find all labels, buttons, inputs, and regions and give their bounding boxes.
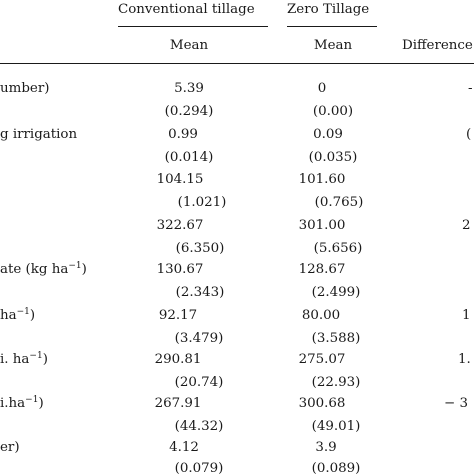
conventional-mean: 267.91 bbox=[154, 396, 202, 411]
conventional-mean: 322.67 bbox=[156, 218, 204, 233]
zero-mean: 3.9 bbox=[315, 440, 337, 455]
column-header-mean-conventional: Mean bbox=[169, 38, 209, 53]
row-label: ate (kg $ha^{-1}$) bbox=[0, 261, 87, 277]
row-label: i. $ha^{-1}$) bbox=[0, 351, 48, 367]
conventional-se: (0.014) bbox=[164, 150, 214, 165]
zero-se: (0.089) bbox=[311, 461, 361, 476]
column-header-difference: Difference bbox=[402, 38, 473, 53]
zero-se: (0.00) bbox=[312, 104, 354, 119]
difference-value: 2 bbox=[462, 218, 471, 233]
header-zero-tillage: Zero Tillage bbox=[287, 2, 370, 17]
conventional-mean: 5.39 bbox=[174, 81, 204, 96]
conventional-mean: 0.99 bbox=[168, 127, 198, 142]
conventional-mean: 4.12 bbox=[169, 440, 199, 455]
zero-se: (22.93) bbox=[311, 375, 361, 390]
difference-value: 1. bbox=[458, 352, 471, 367]
header-rule-zero bbox=[287, 26, 377, 27]
zero-mean: 275.07 bbox=[298, 352, 346, 367]
zero-se: (5.656) bbox=[313, 241, 363, 256]
column-header-mean-zero: Mean bbox=[313, 38, 353, 53]
row-label: g irrigation bbox=[0, 127, 78, 142]
conventional-se: (3.479) bbox=[174, 331, 224, 346]
zero-mean: 0 bbox=[317, 81, 327, 96]
conventional-se: (0.079) bbox=[174, 461, 224, 476]
zero-se: (49.01) bbox=[311, 419, 361, 434]
conventional-se: (1.021) bbox=[177, 195, 227, 210]
difference-value: 1 bbox=[462, 308, 471, 323]
zero-se: (2.499) bbox=[311, 285, 361, 300]
zero-mean: 80.00 bbox=[301, 308, 341, 323]
conventional-mean: 104.15 bbox=[156, 172, 204, 187]
difference-value: - bbox=[468, 81, 473, 96]
row-label: $ha^{-1}$) bbox=[0, 307, 36, 323]
header-conventional-tillage: Conventional tillage bbox=[118, 2, 255, 17]
header-rule-conventional bbox=[118, 26, 268, 27]
zero-mean: 128.67 bbox=[298, 262, 346, 277]
conventional-se: (6.350) bbox=[175, 241, 225, 256]
conventional-mean: 92.17 bbox=[158, 308, 198, 323]
zero-mean: 301.00 bbox=[298, 218, 346, 233]
conventional-se: (2.343) bbox=[175, 285, 225, 300]
conventional-se: (0.294) bbox=[164, 104, 214, 119]
difference-value: − 3 bbox=[444, 396, 468, 411]
zero-se: (0.765) bbox=[314, 195, 364, 210]
header-bottom-rule bbox=[0, 63, 474, 64]
row-label: $i.ha^{-1}$) bbox=[0, 395, 44, 411]
zero-se: (3.588) bbox=[311, 331, 361, 346]
conventional-se: (20.74) bbox=[174, 375, 224, 390]
row-label: er) bbox=[0, 440, 20, 455]
zero-mean: 300.68 bbox=[298, 396, 346, 411]
zero-mean: 0.09 bbox=[313, 127, 343, 142]
conventional-se: (44.32) bbox=[174, 419, 224, 434]
difference-value: ( bbox=[466, 127, 472, 142]
conventional-mean: 130.67 bbox=[156, 262, 204, 277]
zero-se: (0.035) bbox=[308, 150, 358, 165]
zero-mean: 101.60 bbox=[298, 172, 346, 187]
conventional-mean: 290.81 bbox=[154, 352, 202, 367]
row-label: umber) bbox=[0, 81, 50, 96]
